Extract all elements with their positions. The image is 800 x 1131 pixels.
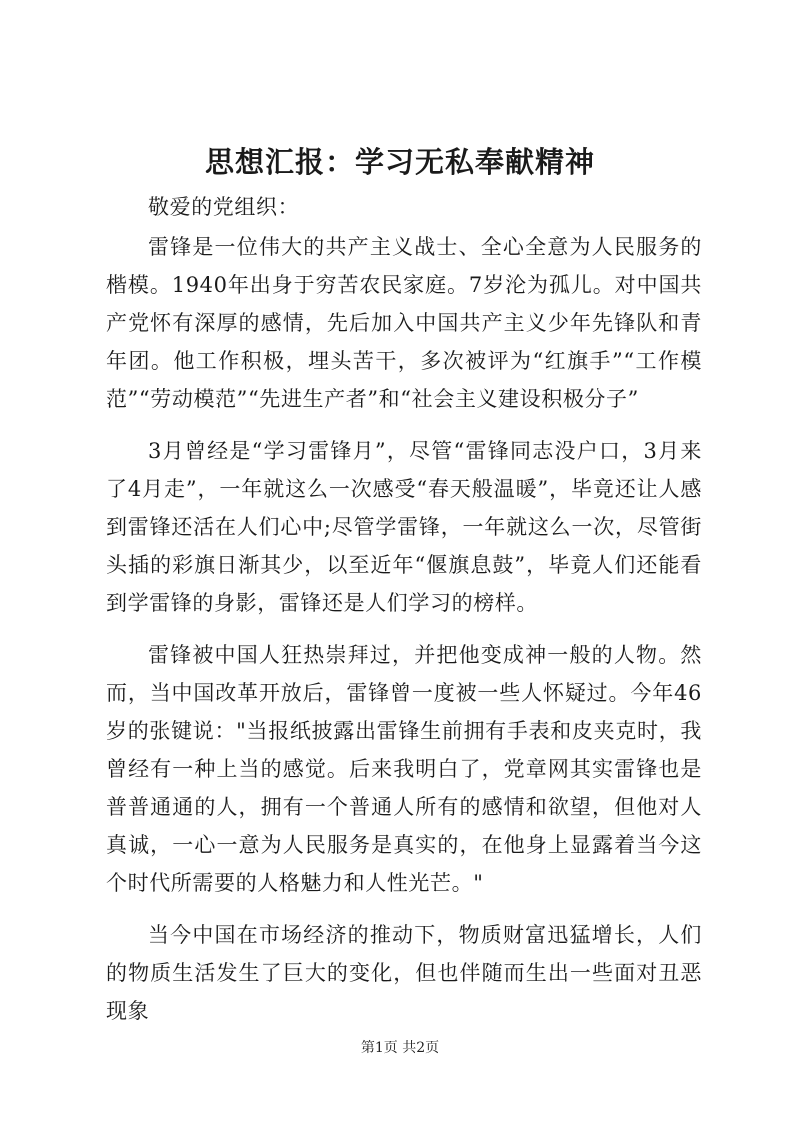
page-number: 第1页 共2页 (360, 1040, 440, 1056)
paragraph: 雷锋被中国人狂热崇拜过，并把他变成神一般的人物。然而，当中国改革开放后，雷锋曾一度被一些人怀疑过。今年46岁的张键说："当报纸披露出雷锋生前拥有手表和皮夹克时，我曾经有一种上当的感觉。后来我明白了，党章网其实雷锋也是普普通通的人，拥有一个普通人所有的感情和欲望，但他对人真诚，一心一意为人民服务是真实的，在他身上显露着当今这个时代所需要的人格魅力和人性光芒。" (106, 643, 702, 895)
paragraph: 当今中国在市场经济的推动下，物质财富迅猛增长，人们的物质生活发生了巨大的变化，但也伴随而生出一些面对丑恶现象 (106, 923, 702, 1023)
salutation: 敬爱的党组织： (148, 195, 300, 219)
document-body (106, 188, 702, 1030)
paragraph: 3月曾经是“学习雷锋月”，尽管“雷锋同志没户口，3月来了4月走”，一年就这么一次感受“春天般温暖”，毕竟还让人感到雷锋还活在人们心中;尽管学雷锋，一年就这么一次，尽管街头插的彩旗日渐其少，以至近年“偃旗息鼓”，毕竟人们还能看到学雷锋的身影，雷锋还是人们学习的榜样。 (106, 439, 702, 615)
paragraph: 雷锋是一位伟大的共产主义战士、全心全意为人民服务的楷模。1940年出身于穷苦农民家庭。7岁沦为孤儿。对中国共产党怀有深厚的感情，先后加入中国共产主义少年先锋队和青年团。他工作积极，埋头苦干，多次被评为“红旗手”“工作模范”“劳动模范”“先进生产者”和“社会主义建设积极分子” (106, 235, 702, 411)
document-title: 思想汇报：学习无私奉献精神 (204, 145, 595, 179)
